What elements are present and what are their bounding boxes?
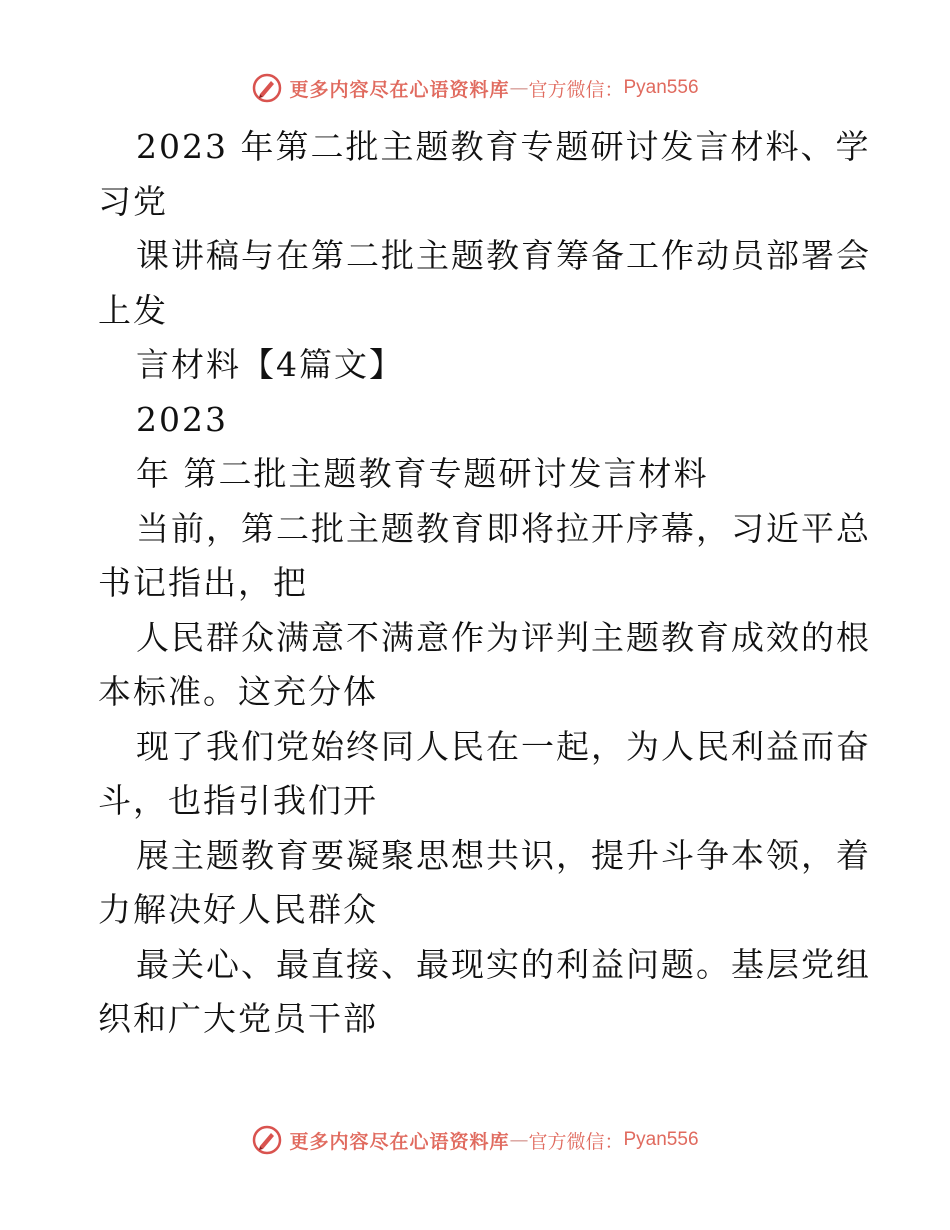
watermark-wechat-id: Pyan556 bbox=[623, 1129, 699, 1150]
text-line: 力解决好人民群众 bbox=[98, 890, 378, 929]
text-line: 织和广大党员干部 bbox=[98, 999, 378, 1038]
text-line: 言材料【4篇文】 bbox=[136, 345, 404, 384]
text-line: 斗，也指引我们开 bbox=[98, 781, 378, 820]
header-watermark bbox=[0, 68, 950, 108]
text-line: 展主题教育要凝聚思想共识，提升斗争本领，着 bbox=[136, 835, 871, 875]
text-line: 书记指出，把 bbox=[98, 563, 308, 602]
watermark-main-text: 更多内容尽在心语资料库 bbox=[289, 78, 510, 101]
watermark-main-text: 更多内容尽在心语资料库 bbox=[289, 1130, 510, 1153]
text-line: 人民群众满意不满意作为评判主题教育成效的根 bbox=[136, 617, 871, 657]
text-line: 2023 年第二批主题教育专题研讨发言材料、学 bbox=[136, 127, 871, 166]
watermark-wechat-id: Pyan556 bbox=[623, 77, 699, 98]
text-line: 现了我们党始终同人民在一起，为人民利益而奋 bbox=[136, 726, 871, 766]
text-line: 年 第二批主题教育专题研讨发言材料 bbox=[136, 454, 709, 493]
watermark-separator: — bbox=[509, 1129, 529, 1151]
text-line: 当前，第二批主题教育即将拉开序幕，习近平总 bbox=[136, 508, 871, 548]
text-line: 本标准。这充分体 bbox=[98, 672, 378, 711]
text-line: 课讲稿与在第二批主题教育筹备工作动员部署会 bbox=[136, 236, 871, 275]
text-line: 2023 bbox=[136, 399, 228, 439]
text-line: 习党 bbox=[98, 181, 168, 221]
text-line: 上发 bbox=[98, 290, 168, 330]
footer-watermark bbox=[0, 1120, 950, 1160]
pen-logo-icon bbox=[251, 72, 283, 104]
watermark-sub-text: 官方微信： bbox=[528, 1130, 624, 1153]
watermark-sub-text: 官方微信： bbox=[528, 78, 624, 101]
text-line: 最关心、最直接、最现实的利益问题。基层党组 bbox=[136, 944, 871, 984]
document-body bbox=[98, 120, 871, 1047]
watermark-separator: — bbox=[509, 77, 529, 99]
pen-logo-icon bbox=[251, 1124, 283, 1156]
